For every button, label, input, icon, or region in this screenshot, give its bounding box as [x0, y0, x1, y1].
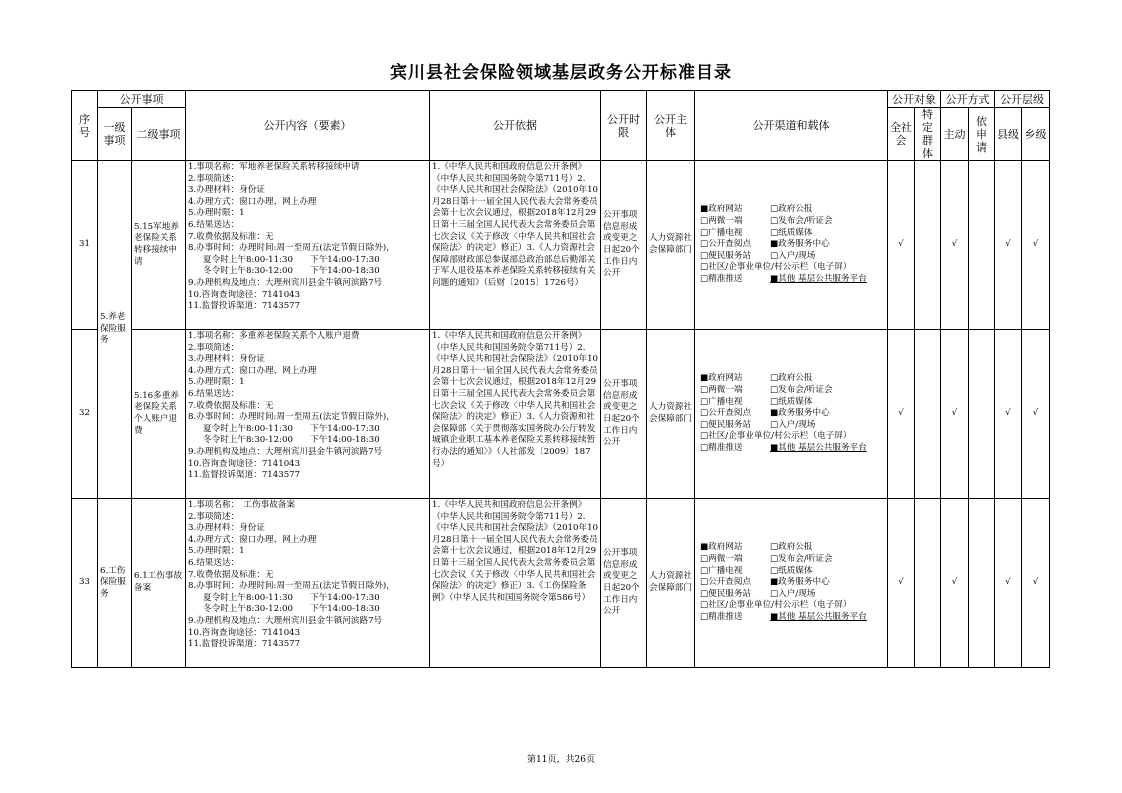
- time-cell: 公开事项信息形成或变更之日起20个工作日内公开: [601, 161, 647, 330]
- content-line: 1.事项名称：军地养老保险关系转移接续申请: [188, 162, 360, 172]
- col-target: 公开对象: [888, 91, 941, 108]
- check-target-group: [915, 330, 941, 499]
- col-level-town: 乡级: [1022, 108, 1050, 161]
- content-line: 夏令时上午8:00-11:30 下午14:00-17:30: [203, 423, 380, 434]
- content-line: 5.办理时限：1: [188, 208, 245, 219]
- content-line: 4.办理方式：窗口办理、网上办理: [188, 534, 317, 545]
- content-line: 夏令时上午8:00-11:30 下午14:00-17:30: [203, 592, 380, 603]
- check-level-town: √: [1022, 161, 1050, 330]
- content-line: 11.监督投诉渠道：7143577: [188, 470, 301, 481]
- subject-cell: 人力资源社会保障部门: [647, 161, 695, 330]
- level1-cell: 5.养老保险服务: [98, 161, 132, 499]
- check-level-town: √: [1022, 499, 1050, 668]
- seq-cell: 31: [72, 161, 98, 330]
- col-channel: 公开渠道和载体: [695, 91, 888, 161]
- col-method-active: 主动: [941, 108, 969, 161]
- content-line: 2.事项简述：: [188, 511, 240, 522]
- content-line: 冬令时上午8:30-12:00 下午14:00-18:30: [203, 266, 380, 277]
- channel-list: ■政府网站 □政府公报 □两微一端 □发布会/听证会 □广播电视 □纸质媒体 □公开查阅点 ■政务服务中心 □便民服务站 □入户/现场 □社区/企事业单位/村公示栏（电子屏） □精准推送 ■其他 基层公共服务平台: [700, 373, 867, 453]
- seq-cell: 33: [72, 499, 98, 668]
- content-line: 冬令时上午8:30-12:00 下午14:00-18:30: [203, 604, 380, 615]
- channel-cell: [695, 499, 888, 668]
- check-method-apply: [969, 161, 995, 330]
- col-method: 公开方式: [941, 91, 995, 108]
- content-line: 10.咨询查询途径：7141043: [188, 289, 301, 300]
- content-line: 8.办事时间：办理时间:周一至周五(法定节假日除外)，: [188, 412, 395, 423]
- content-line: 3.办理材料：身份证: [188, 523, 265, 534]
- content-line: 9.办理机构及地点：大理州宾川县金牛镇河滨路7号: [188, 615, 383, 626]
- check-target-group: [915, 499, 941, 668]
- content-line: 10.咨询查询途径：7141043: [188, 627, 301, 638]
- channel-list: ■政府网站 □政府公报 □两微一端 □发布会/听证会 □广播电视 □纸质媒体 □公开查阅点 ■政务服务中心 □便民服务站 □入户/现场 □社区/企事业单位/村公示栏（电子屏） □精准推送 ■其他 基层公共服务平台: [700, 542, 867, 622]
- col-basis: 公开依据: [430, 91, 601, 161]
- table-row: [72, 499, 1050, 668]
- seq-cell: 32: [72, 330, 98, 499]
- content-line: 夏令时上午8:00-11:30 下午14:00-17:30: [203, 254, 380, 265]
- check-method-active: √: [941, 161, 969, 330]
- channel-cell: [695, 161, 888, 330]
- level2-cell: 5.16多重养老保险关系个人账户退费: [132, 330, 186, 499]
- subject-cell: 人力资源社会保障部门: [647, 499, 695, 668]
- col-level2: 二级事项: [132, 108, 186, 161]
- content-cell: [186, 499, 430, 668]
- col-content: 公开内容（要素）: [186, 91, 430, 161]
- check-method-apply: [969, 330, 995, 499]
- check-target-all: √: [888, 330, 915, 499]
- time-cell: 公开事项信息形成或变更之日起20个工作日内公开: [601, 499, 647, 668]
- basis-cell: 1.《中华人民共和国政府信息公开条例》（中华人民共和国国务院令第711号）2.《中华人民共和国社会保险法》（2010年10月28日第十一届全国人民代表大会常务委员会第十七次会议通过，根据2018年12月29日第十三届全国人民代表大会常务委员会第七次会议《关于修改〈中华人民共和国社会保险法〉的决定》修正）3.《人力资源社会保障部财政部总参谋部总政治部总后勤部关于军人退役基本养老保险关系转移接续有关问题的通知》（后财〔2015〕1726号）: [430, 161, 601, 330]
- col-method-apply: 依申请: [969, 108, 995, 161]
- level2-cell: 6.1工伤事故备案: [132, 499, 186, 668]
- content-line: 1.事项名称：多重养老保险关系个人账户退费: [188, 331, 360, 341]
- col-target-all: 全社会: [888, 108, 915, 161]
- content-line: 6.结果送达：: [188, 219, 240, 230]
- col-target-group: 特定群体: [915, 108, 941, 161]
- check-level-county: √: [995, 161, 1022, 330]
- content-line: 11.监督投诉渠道：7143577: [188, 639, 301, 650]
- level1-cell: 6.工伤保险服务: [98, 499, 132, 668]
- content-line: 2.事项简述：: [188, 173, 240, 184]
- content-line: 6.结果送达：: [188, 557, 240, 568]
- basis-cell: 1.《中华人民共和国政府信息公开条例》（中华人民共和国国务院令第711号）2.《中华人民共和国社会保险法》（2010年10月28日第十一届全国人民代表大会常务委员会第十七次会议通过，根据2018年12月29日第十三届全国人民代表大会常务委员会第七次会议《关于修改〈中华人民共和国社会保险法〉的决定》修正）3.《人力资源和社会保障部〈关于贯彻落实国务院办公厅转发城镇企业职工基本养老保险关系转移接续暂行办法的通知〉》（人社部发〔2009〕187号）: [430, 330, 601, 499]
- content-line: 4.办理方式：窗口办理、网上办理: [188, 365, 317, 376]
- content-line: 4.办理方式：窗口办理、网上办理: [188, 196, 317, 207]
- content-line: 1.事项名称： 工伤事故备案: [188, 500, 296, 510]
- col-level1: 一级事项: [98, 108, 132, 161]
- header-row-1: [72, 91, 1050, 108]
- time-cell: 公开事项信息形成或变更之日起20个工作日内公开: [601, 330, 647, 499]
- page-title: 宾川县社会保险领域基层政务公开标准目录: [390, 63, 732, 83]
- col-level-county: 县级: [995, 108, 1022, 161]
- content-line: 2.事项简述：: [188, 342, 240, 353]
- table-row: [72, 161, 1050, 330]
- check-level-county: √: [995, 499, 1022, 668]
- col-seq: 序号: [72, 91, 98, 161]
- content-line: 8.办事时间：办理时间:周一至周五(法定节假日除外)，: [188, 581, 395, 592]
- col-items: 公开事项: [98, 91, 186, 108]
- content-line: 7.收费依据及标准：无: [188, 569, 274, 580]
- check-method-apply: [969, 499, 995, 668]
- content-line: 3.办理材料：身份证: [188, 185, 265, 196]
- check-level-county: √: [995, 330, 1022, 499]
- content-line: 5.办理时限：1: [188, 546, 245, 557]
- content-line: 冬令时上午8:30-12:00 下午14:00-18:30: [203, 435, 380, 446]
- table-row: [72, 330, 1050, 499]
- content-cell: [186, 330, 430, 499]
- col-time: 公开时限: [601, 91, 647, 161]
- page-footer: 第11页，共26页: [527, 755, 595, 765]
- col-level: 公开层级: [995, 91, 1050, 108]
- content-line: 8.办事时间：办理时间:周一至周五(法定节假日除外)，: [188, 243, 395, 254]
- subject-cell: 人力资源社会保障部门: [647, 330, 695, 499]
- content-line: 9.办理机构及地点：大理州宾川县金牛镇河滨路7号: [188, 277, 383, 288]
- content-line: 3.办理材料：身份证: [188, 354, 265, 365]
- check-target-all: √: [888, 161, 915, 330]
- content-line: 11.监督投诉渠道：7143577: [188, 301, 301, 312]
- content-line: 7.收费依据及标准：无: [188, 400, 274, 411]
- col-subject: 公开主体: [647, 91, 695, 161]
- content-line: 9.办理机构及地点：大理州宾川县金牛镇河滨路7号: [188, 446, 383, 457]
- content-line: 6.结果送达：: [188, 388, 240, 399]
- check-level-town: √: [1022, 330, 1050, 499]
- content-line: 5.办理时限：1: [188, 377, 245, 388]
- check-target-all: √: [888, 499, 915, 668]
- channel-list: ■政府网站 □政府公报 □两微一端 □发布会/听证会 □广播电视 □纸质媒体 □公开查阅点 ■政务服务中心 □便民服务站 □入户/现场 □社区/企事业单位/村公示栏（电子屏） □精准推送 ■其他 基层公共服务平台: [700, 204, 867, 284]
- content-line: 10.咨询查询途径：7141043: [188, 458, 301, 469]
- check-method-active: √: [941, 330, 969, 499]
- check-method-active: √: [941, 499, 969, 668]
- content-cell: [186, 161, 430, 330]
- basis-cell: 1.《中华人民共和国政府信息公开条例》（中华人民共和国国务院令第711号）2.《中华人民共和国社会保险法》（2010年10月28日第十一届全国人民代表大会常务委员会第十七次会议通过，根据2018年12月29日第十三届全国人民代表大会常务委员会第七次会议《关于修改〈中华人民共和国社会保险法〉的决定》修正）3.《工伤保险条例》（中华人民共和国国务院令第586号）: [430, 499, 601, 668]
- content-line: 7.收费依据及标准：无: [188, 231, 274, 242]
- level2-cell: 5.15军地养老保险关系转移接续申请: [132, 161, 186, 330]
- check-target-group: [915, 161, 941, 330]
- catalog-table: [71, 90, 1050, 668]
- channel-cell: [695, 330, 888, 499]
